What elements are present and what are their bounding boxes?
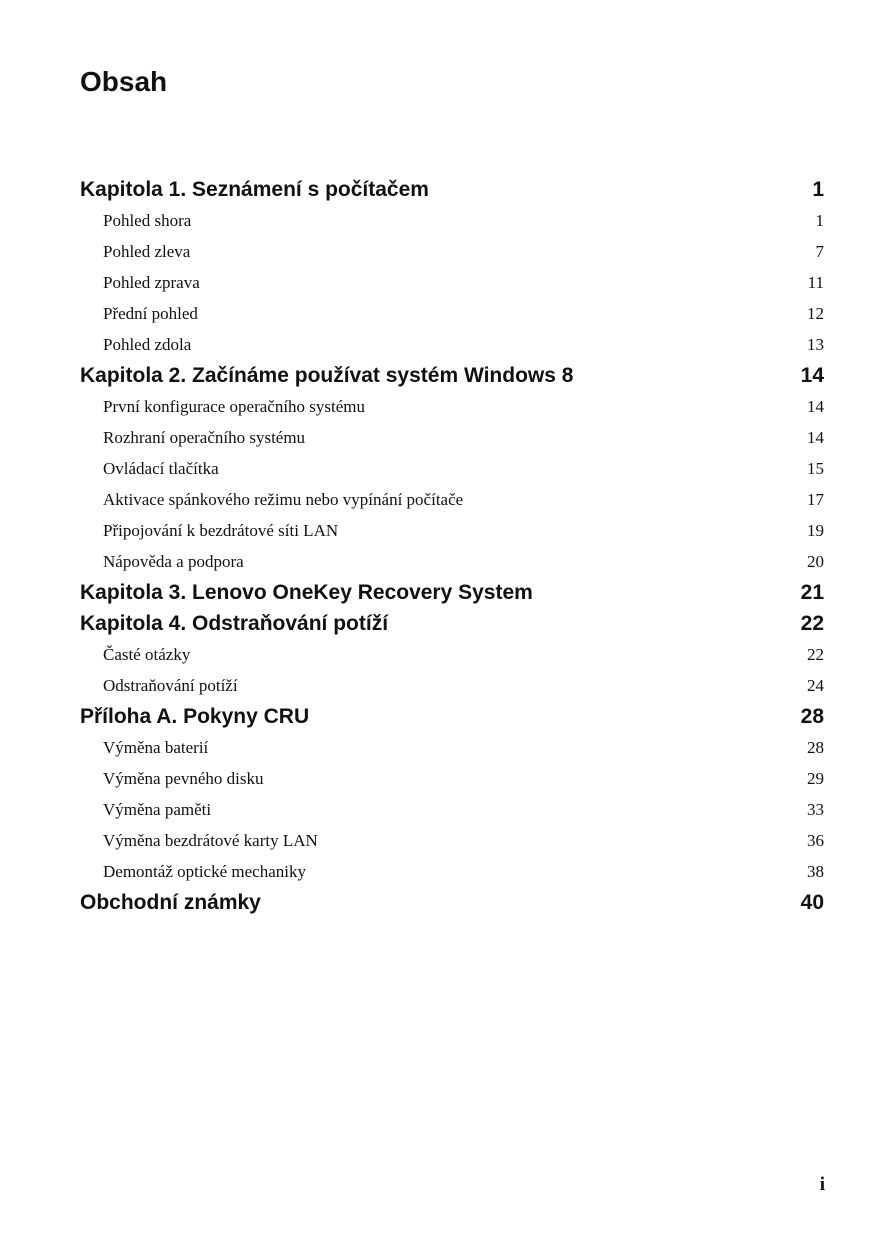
toc-section[interactable] [80, 205, 824, 236]
toc-entry-title: Pohled shora [103, 211, 192, 230]
toc-section[interactable] [80, 329, 824, 360]
toc-page-number: 11 [808, 267, 824, 298]
toc-entry-title: Pohled zdola [103, 335, 192, 354]
toc-page-number: 29 [807, 763, 824, 794]
page-title: Obsah [80, 66, 168, 97]
toc-section[interactable] [80, 546, 824, 577]
table-of-contents [80, 174, 824, 918]
toc-entry-title: Časté otázky [103, 645, 191, 664]
toc-section[interactable] [80, 825, 824, 856]
toc-entry-title: Pohled zleva [103, 242, 191, 261]
toc-entry-title: Obchodní známky [80, 891, 261, 914]
toc-entry-title: Výměna paměti [103, 800, 212, 819]
toc-entry-title: Kapitola 4. Odstraňování potíží [80, 612, 389, 635]
toc-entry-title: První konfigurace operačního systému [103, 397, 366, 416]
toc-page-number: 33 [807, 794, 824, 825]
toc-page-number: 36 [807, 825, 824, 856]
toc-page-number: 22 [801, 608, 824, 639]
toc-chapter-3[interactable] [80, 577, 824, 608]
toc-entry-title: Odstraňování potíží [103, 676, 238, 695]
toc-chapter-4[interactable] [80, 608, 824, 639]
toc-page-number: 21 [801, 577, 824, 608]
toc-chapter-2[interactable] [80, 360, 824, 391]
toc-page-number: 28 [807, 732, 824, 763]
toc-entry-title: Nápověda a podpora [103, 552, 244, 571]
toc-page-number: 1 [816, 205, 825, 236]
toc-page-number: 28 [801, 701, 824, 732]
toc-page-number: 14 [807, 391, 824, 422]
toc-page-number: 19 [807, 515, 824, 546]
toc-entry-title: Aktivace spánkového režimu nebo vypínání počítače [103, 490, 464, 509]
toc-page-number: 22 [807, 639, 824, 670]
toc-page-number: 20 [807, 546, 824, 577]
toc-entry-title: Připojování k bezdrátové síti LAN [103, 521, 339, 540]
toc-section[interactable] [80, 794, 824, 825]
toc-entry-title: Rozhraní operačního systému [103, 428, 306, 447]
toc-page-number: 1 [812, 174, 824, 205]
toc-entry-title: Demontáž optické mechaniky [103, 862, 306, 881]
toc-section[interactable] [80, 298, 824, 329]
toc-entry-title: Pohled zprava [103, 273, 200, 292]
toc-section[interactable] [80, 391, 824, 422]
toc-section[interactable] [80, 670, 824, 701]
toc-page-number: 24 [807, 670, 824, 701]
toc-entry-title: Kapitola 1. Seznámení s počítačem [80, 178, 429, 201]
toc-section[interactable] [80, 732, 824, 763]
toc-section[interactable] [80, 763, 824, 794]
toc-page-number: 7 [816, 236, 825, 267]
toc-entry-title: Přední pohled [103, 304, 198, 323]
toc-trademarks[interactable] [80, 887, 824, 918]
toc-page-number: 14 [807, 422, 824, 453]
toc-page-number: 12 [807, 298, 824, 329]
toc-section[interactable] [80, 453, 824, 484]
toc-page-number: 38 [807, 856, 824, 887]
toc-entry-title: Příloha A. Pokyny CRU [80, 705, 310, 728]
toc-entry-title: Ovládací tlačítka [103, 459, 219, 478]
toc-appendix-a[interactable] [80, 701, 824, 732]
toc-section[interactable] [80, 515, 824, 546]
toc-entry-title: Kapitola 2. Začínáme používat systém Windows 8 [80, 364, 574, 387]
toc-entry-title: Výměna bezdrátové karty LAN [103, 831, 318, 850]
toc-page-number: 14 [801, 360, 824, 391]
toc-section[interactable] [80, 236, 824, 267]
toc-page-number: 15 [807, 453, 824, 484]
toc-section[interactable] [80, 422, 824, 453]
toc-page-number: 17 [807, 484, 824, 515]
toc-chapter-1[interactable] [80, 174, 824, 205]
toc-entry-title: Kapitola 3. Lenovo OneKey Recovery System [80, 581, 533, 604]
toc-entry-title: Výměna baterií [103, 738, 209, 757]
toc-page-number: 13 [807, 329, 824, 360]
toc-section[interactable] [80, 484, 824, 515]
page-number: i [819, 1174, 825, 1195]
toc-section[interactable] [80, 267, 824, 298]
toc-entry-title: Výměna pevného disku [103, 769, 264, 788]
toc-section[interactable] [80, 639, 824, 670]
toc-section[interactable] [80, 856, 824, 887]
toc-page-number: 40 [801, 887, 824, 918]
